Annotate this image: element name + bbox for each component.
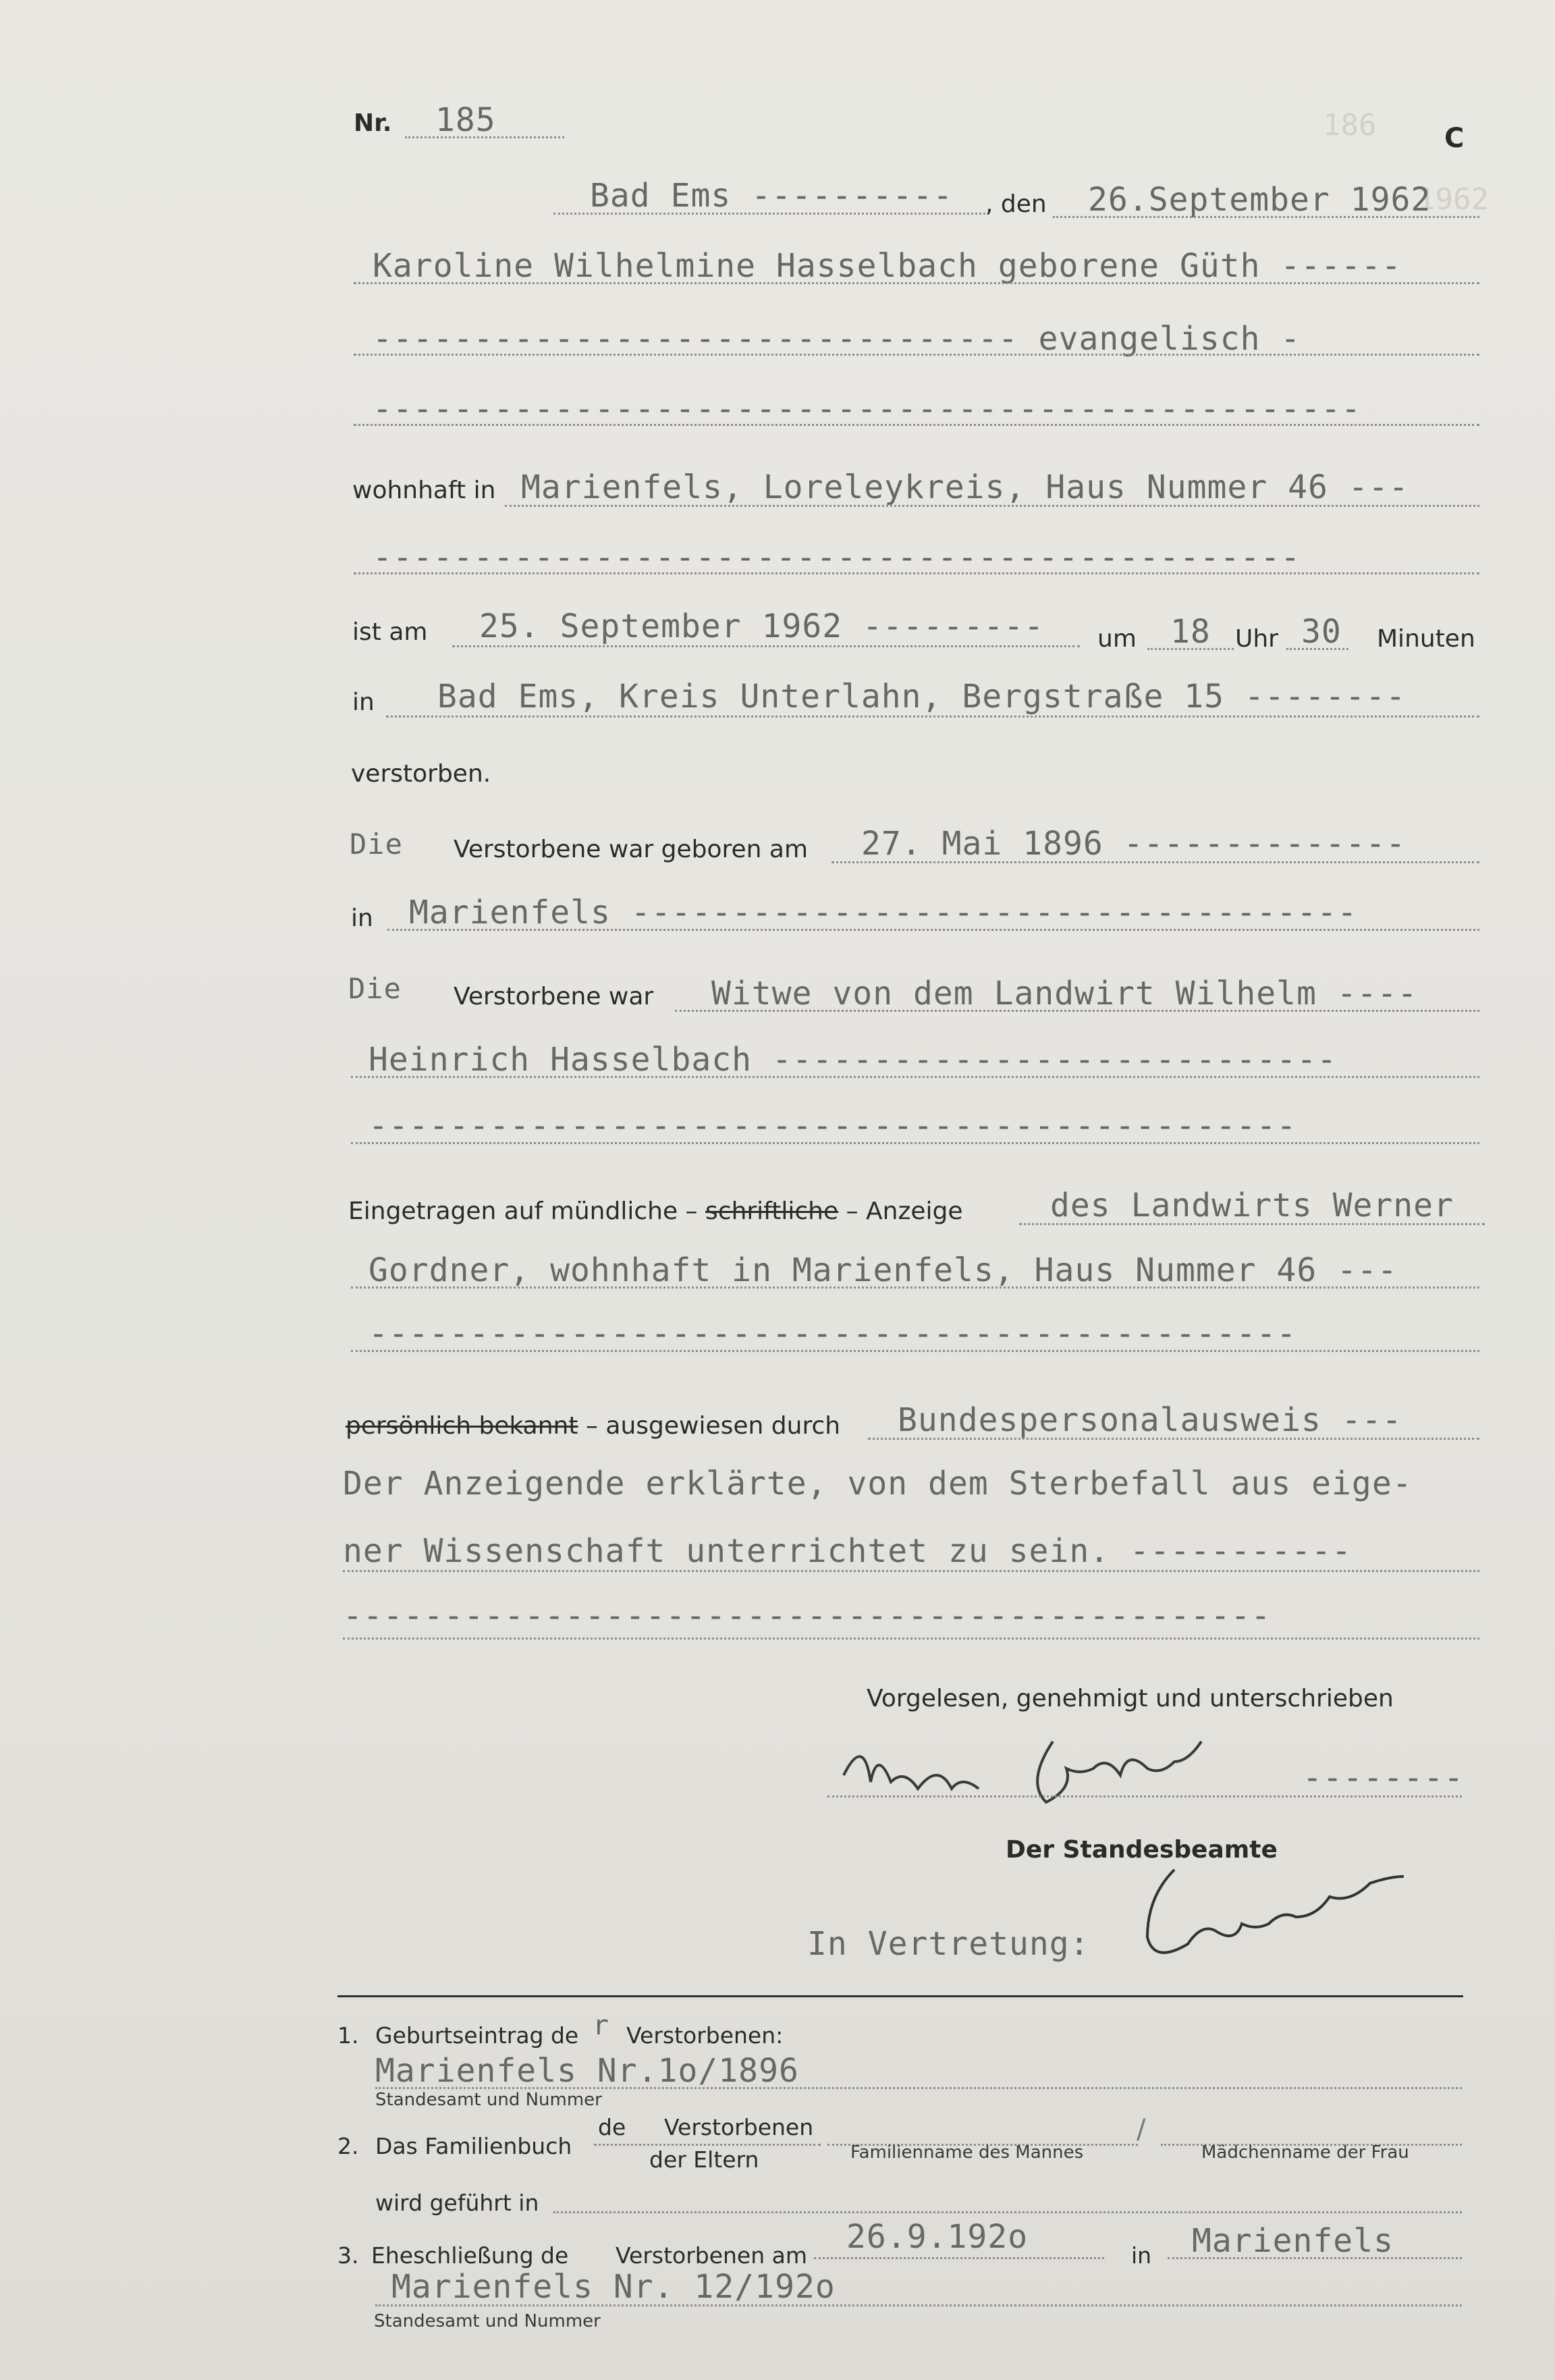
birth-place-label: in xyxy=(351,904,373,932)
read-approved-label: Vorgelesen, genehmigt und unterschrieben xyxy=(867,1685,1394,1712)
filler-dotline xyxy=(354,424,1479,426)
identification-line xyxy=(868,1438,1479,1440)
registry-date: 26.September 1962 xyxy=(1088,181,1431,219)
registry-place-line xyxy=(553,213,985,215)
footer-item1-suffix: Verstorbenen: xyxy=(626,2022,784,2049)
birth-label: Verstorbene war geboren am xyxy=(454,836,809,863)
footer-item2-number: 2. xyxy=(337,2133,359,2159)
marriage-date: 26.9.192o xyxy=(846,2218,1029,2256)
statement-dotline3 xyxy=(343,1638,1479,1640)
marriage-record-ref: Marienfels Nr. 12/192o xyxy=(391,2268,836,2306)
footer-item1-r: r xyxy=(593,2010,610,2041)
marriage-place: Marienfels xyxy=(1192,2222,1394,2260)
footer-item2-de: de xyxy=(598,2114,626,2140)
birth-article: Die xyxy=(350,828,403,861)
identification-label: – ausgewiesen durch xyxy=(585,1412,841,1440)
um-label: um xyxy=(1097,625,1137,653)
birth-place-line xyxy=(387,929,1479,931)
footer-item3-mid: Verstorbenen am xyxy=(616,2242,808,2269)
signature-trail: -------- xyxy=(1303,1759,1465,1797)
minuten-label: Minuten xyxy=(1377,625,1475,653)
status-value: Witwe von dem Landwirt Wilhelm ---- xyxy=(711,975,1418,1012)
death-date-label: ist am xyxy=(352,618,428,646)
registry-date-line xyxy=(1053,216,1479,218)
status-article: Die xyxy=(348,972,402,1005)
maiden-name-sub: Mädchenname der Frau xyxy=(1201,2142,1409,2163)
status-line2: Heinrich Hasselbach ---------------------------- xyxy=(369,1041,1338,1079)
residence-dotline2 xyxy=(354,572,1479,574)
registration-suffix: – Anzeige xyxy=(846,1197,963,1225)
footer-divider xyxy=(337,1995,1463,1997)
registration-struck: schriftliche xyxy=(705,1197,839,1225)
religion-line: -------------------------------- evangelisch - xyxy=(373,320,1301,358)
identification-struck: persönlich bekannt xyxy=(346,1412,578,1440)
deceased-name: Karoline Wilhelmine Hasselbach geborene Güth ------ xyxy=(373,247,1402,285)
informant-line3: ---------------------------------------------- xyxy=(369,1315,1297,1353)
status-line3: ---------------------------------------------- xyxy=(369,1107,1297,1145)
death-place: Bad Ems, Kreis Unterlahn, Bergstraße 15 -------- xyxy=(437,678,1407,715)
footer-item3-label: Eheschließung de xyxy=(371,2242,569,2269)
birth-record-sub: Standesamt und Nummer xyxy=(375,2090,602,2110)
residence-line2: ---------------------------------------------- xyxy=(373,539,1301,576)
minutes-line xyxy=(1286,648,1348,650)
identification-row xyxy=(346,1412,840,1440)
informant-line2: Gordner, wohnhaft in Marienfels, Haus Nummer 46 --- xyxy=(369,1251,1398,1289)
verstorben-label: verstorben. xyxy=(351,760,491,788)
footer-item1-label: Geburtseintrag de xyxy=(375,2022,579,2049)
footer-item2-verstorbenen: Verstorbenen xyxy=(664,2114,814,2140)
death-hour: 18 xyxy=(1170,613,1211,651)
footer-item2-label: Das Familienbuch xyxy=(375,2133,572,2159)
death-place-label: in xyxy=(352,688,375,716)
residence-value: Marienfels, Loreleykreis, Haus Nummer 46 --- xyxy=(521,468,1409,506)
bleed-through-year: 1962 xyxy=(1417,182,1489,217)
registrar-label: Der Standesbeamte xyxy=(1006,1836,1278,1864)
registration-label-row xyxy=(348,1197,963,1225)
record-number-label: Nr. xyxy=(354,109,392,137)
record-number: 185 xyxy=(435,101,496,139)
footer-item3-number: 3. xyxy=(337,2242,359,2269)
marriage-place-line xyxy=(1168,2257,1462,2259)
bleed-through-number: 186 xyxy=(1323,108,1377,142)
death-place-line xyxy=(386,715,1479,718)
hour-line xyxy=(1147,648,1234,650)
religion-dotline xyxy=(354,354,1479,356)
footer-item3-in: in xyxy=(1131,2242,1152,2269)
footer-item1-number: 1. xyxy=(337,2022,359,2049)
vertretung-label: In Vertretung: xyxy=(807,1925,1090,1963)
birth-date-line xyxy=(831,861,1479,863)
identification-document: Bundespersonalausweis --- xyxy=(898,1401,1402,1439)
record-number-line xyxy=(405,136,564,138)
residence-label: wohnhaft in xyxy=(352,477,496,504)
marriage-date-line xyxy=(814,2257,1104,2259)
familienbuch-location-label: wird geführt in xyxy=(375,2190,539,2216)
registrar-signature xyxy=(1120,1863,1458,1978)
statement-line1: Der Anzeigende erklärte, von dem Sterbefall aus eige- xyxy=(343,1465,1413,1503)
status-line xyxy=(675,1010,1479,1012)
death-date-line xyxy=(452,645,1080,647)
registration-label: Eingetragen auf mündliche – xyxy=(348,1197,698,1225)
informant-dotline2 xyxy=(351,1287,1479,1289)
familienbuch-selector-line xyxy=(594,2144,821,2146)
statement-line2: ner Wissenschaft unterrichtet zu sein. ----------- xyxy=(343,1532,1352,1570)
husband-name-sub: Familienname des Mannes xyxy=(850,2142,1084,2163)
status-dotline2 xyxy=(351,1076,1479,1078)
den-label: , den xyxy=(985,190,1047,218)
signature-line xyxy=(827,1795,1462,1797)
birth-date: 27. Mai 1896 -------------- xyxy=(861,825,1407,863)
footer-item2-slash: / xyxy=(1137,2114,1146,2145)
corner-letter: C xyxy=(1444,123,1465,154)
birth-record-line xyxy=(375,2087,1462,2089)
birth-place: Marienfels ------------------------------------ xyxy=(409,894,1358,931)
statement-line3: ---------------------------------------------- xyxy=(343,1597,1272,1635)
residence-line xyxy=(505,505,1479,507)
familienbuch-location-line xyxy=(553,2211,1462,2213)
death-minutes: 30 xyxy=(1301,613,1342,651)
informant-dotline3 xyxy=(351,1350,1479,1352)
birth-record-ref: Marienfels Nr.1o/1896 xyxy=(375,2052,799,2090)
marriage-record-sub: Standesamt und Nummer xyxy=(374,2311,601,2331)
informant: des Landwirts Werner xyxy=(1050,1187,1454,1224)
death-date: 25. September 1962 --------- xyxy=(479,607,1045,645)
informant-line xyxy=(1019,1223,1485,1225)
marriage-record-line xyxy=(375,2304,1462,2306)
name-line xyxy=(354,282,1479,284)
status-dotline3 xyxy=(351,1142,1479,1144)
uhr-label: Uhr xyxy=(1235,625,1278,653)
statement-dotline2 xyxy=(343,1570,1479,1572)
footer-item2-eltern: der Eltern xyxy=(649,2146,759,2173)
filler-line: ------------------------------------------------- xyxy=(373,390,1362,428)
status-label: Verstorbene war xyxy=(454,983,654,1010)
registry-place: Bad Ems ---------- xyxy=(590,177,954,215)
